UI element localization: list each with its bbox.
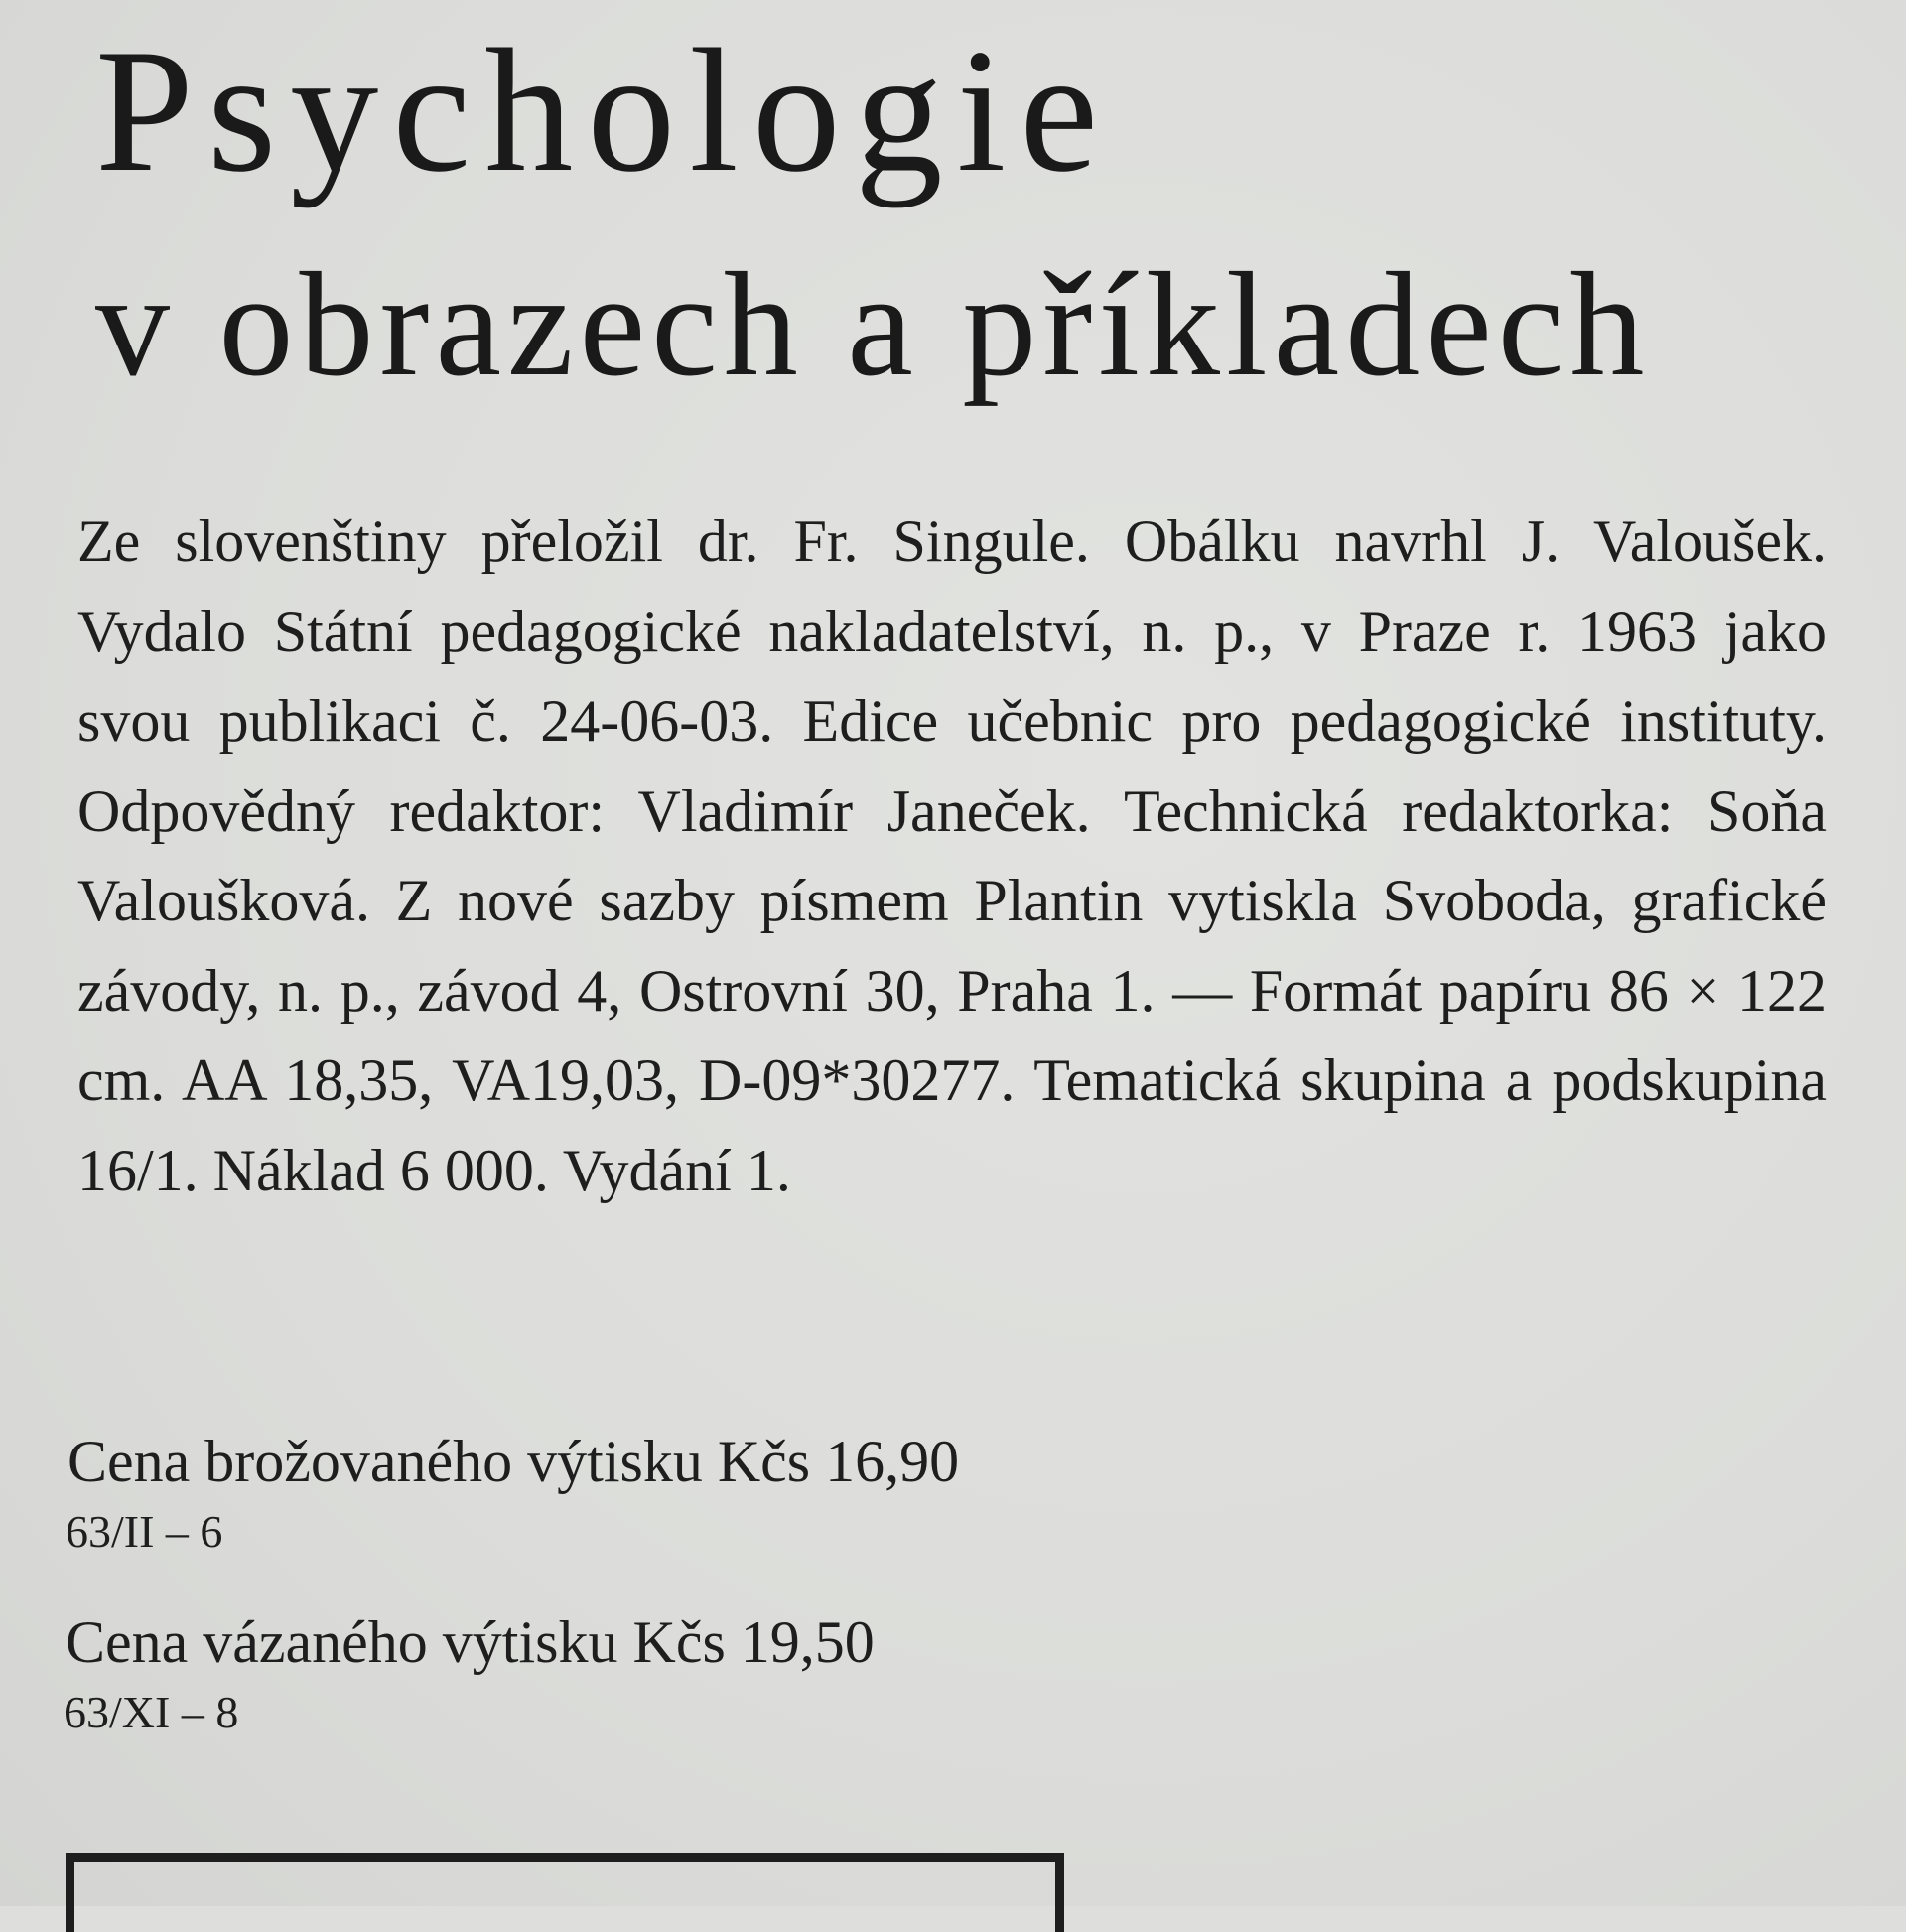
printed-frame-box <box>66 1853 1064 1932</box>
price-paperback: Cena brožovaného výtisku Kčs 16,90 <box>68 1429 960 1494</box>
book-title: Psychologie <box>95 12 1113 208</box>
price-hardcover-code: 63/XI – 8 <box>64 1687 239 1737</box>
price-hardcover: Cena vázaného výtisku Kčs 19,50 <box>66 1609 875 1675</box>
imprint-paragraph: Ze slovenštiny přeložil dr. Fr. Singule. Obálku navrhl J. Valoušek. Vydalo Státní pedagogické nakladatelství, n. p., v Praze r. 1963 jako svou publikaci č. 24-06-03. Edice učebnic pro pedagogické instituty. Odpovědný redaktor: Vladimír Janeček. Technická redaktorka: Soňa Valoušková. Z nové sazby písmem Plantin vytiskla Svoboda, grafické závody, n. p., závod 4, Ostrovní 30, Praha 1. — Formát papíru 86 × 122 cm. AA 18,35, VA19,03, D-09*30277. Tematická skupina a podskupina 16/1. Náklad 6 000. Vydání 1. <box>77 508 1827 1203</box>
price-paperback-code: 63/II – 6 <box>66 1506 223 1557</box>
book-subtitle: v obrazech a příkladech <box>95 242 1651 407</box>
